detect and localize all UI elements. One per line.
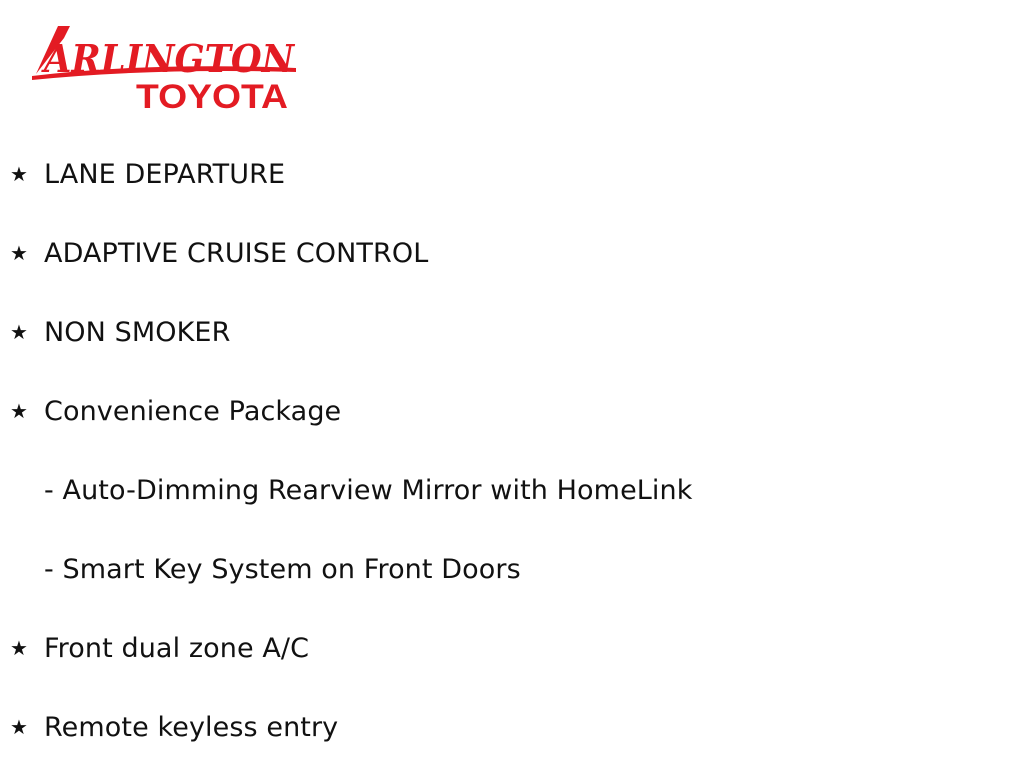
star-icon: ★ bbox=[10, 162, 28, 186]
feature-item bbox=[10, 155, 285, 195]
feature-item bbox=[10, 313, 230, 353]
feature-label: LANE DEPARTURE bbox=[44, 159, 286, 190]
feature-sub-label: - Smart Key System on Front Doors bbox=[44, 554, 521, 585]
feature-label: NON SMOKER bbox=[44, 317, 231, 348]
feature-item bbox=[10, 629, 309, 669]
feature-label: Front dual zone A/C bbox=[44, 633, 310, 664]
feature-item bbox=[10, 708, 338, 748]
star-icon: ★ bbox=[10, 241, 28, 265]
feature-label: Remote keyless entry bbox=[44, 712, 339, 743]
feature-sub-item bbox=[44, 471, 692, 511]
star-icon: ★ bbox=[10, 636, 28, 660]
feature-label: Convenience Package bbox=[44, 396, 342, 427]
star-icon: ★ bbox=[10, 399, 28, 423]
feature-item bbox=[10, 234, 428, 274]
feature-sub-label: - Auto-Dimming Rearview Mirror with HomeLink bbox=[44, 475, 693, 506]
logo-line-2: TOYOTA bbox=[136, 78, 288, 114]
feature-sub-item bbox=[44, 550, 521, 590]
logo-line-1: ARLINGTON bbox=[41, 36, 296, 81]
feature-label: ADAPTIVE CRUISE CONTROL bbox=[44, 238, 429, 269]
star-icon: ★ bbox=[10, 715, 28, 739]
feature-item bbox=[10, 392, 341, 432]
star-icon: ★ bbox=[10, 320, 28, 344]
